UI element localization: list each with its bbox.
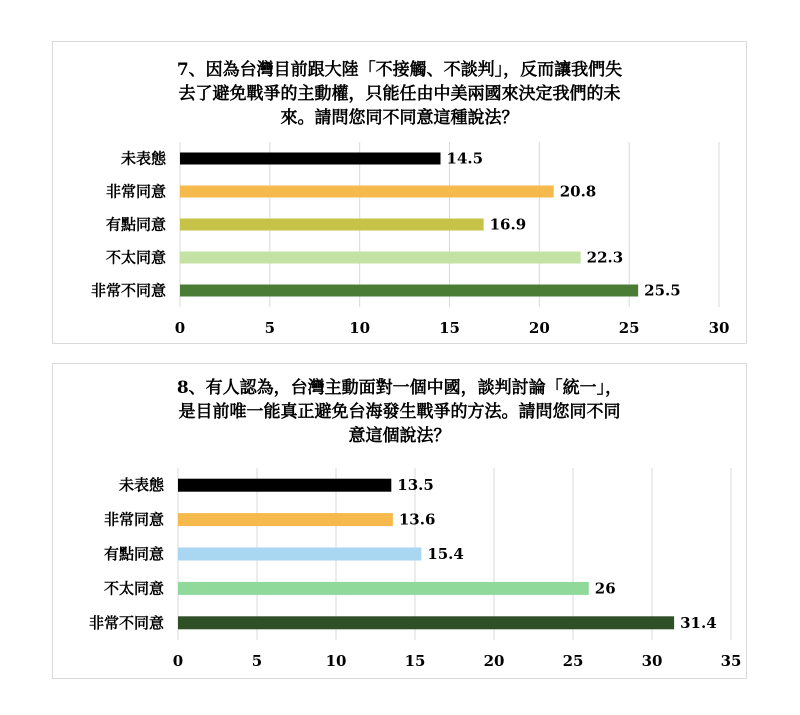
category-label: 未表態 [120, 149, 166, 168]
category-label: 非常不同意 [90, 281, 166, 300]
bar [180, 252, 581, 264]
bar [180, 219, 484, 231]
x-tick-label: 20 [483, 652, 505, 670]
bar-chart-q8 [53, 364, 748, 680]
data-label: 13.5 [397, 476, 434, 495]
x-tick-label: 10 [325, 652, 347, 670]
bar [178, 548, 421, 561]
bar-chart-q7 [53, 42, 748, 345]
category-label: 有點同意 [105, 215, 166, 234]
x-tick-label: 20 [528, 319, 550, 337]
data-label: 15.4 [427, 545, 464, 563]
chart-panel-q8 [52, 363, 747, 679]
bar [180, 285, 638, 297]
title-line: 來。請問您同不同意這種說法？ [280, 108, 519, 128]
x-tick-label: 35 [720, 652, 742, 670]
category-label: 未表態 [118, 476, 164, 495]
bar [180, 186, 554, 198]
data-label: 14.5 [446, 149, 484, 168]
x-tick-label: 15 [439, 319, 460, 337]
bar [178, 616, 674, 629]
bar [178, 582, 589, 595]
title-line: 是目前唯一能真正避免台海發生戰爭的方法。請問您同不同 [178, 402, 621, 422]
chart-panel-q7 [52, 41, 747, 344]
x-tick-label: 30 [708, 319, 730, 337]
title-line: 去了避免戰爭的主動權，只能任由中美兩國來決定我們的未 [178, 84, 621, 104]
x-tick-label: 0 [174, 319, 186, 337]
data-label: 26 [594, 579, 616, 598]
category-label: 有點同意 [103, 545, 164, 563]
data-label: 31.4 [680, 613, 717, 632]
data-label: 13.6 [398, 510, 436, 529]
category-label: 非常不同意 [88, 613, 164, 632]
category-label: 不太同意 [105, 248, 166, 267]
title-line: 8、有人認為，台灣主動面對一個中國，談判討論「統一」， [176, 378, 623, 398]
title-line: 7、因為台灣目前跟大陸「不接觸、不談判」，反而讓我們失 [176, 60, 623, 80]
data-label: 22.3 [586, 248, 624, 267]
x-tick-label: 5 [264, 319, 276, 337]
data-label: 20.8 [559, 182, 597, 201]
x-tick-label: 0 [172, 652, 184, 670]
category-label: 非常同意 [103, 510, 164, 529]
x-tick-label: 30 [641, 652, 663, 670]
bar [178, 479, 391, 492]
x-tick-label: 15 [404, 652, 426, 670]
bar [180, 153, 441, 165]
x-tick-label: 5 [251, 652, 263, 670]
bar [178, 513, 393, 526]
x-tick-label: 25 [562, 652, 584, 670]
category-label: 不太同意 [103, 579, 164, 598]
data-label: 25.5 [644, 281, 681, 300]
x-tick-label: 25 [618, 319, 640, 337]
data-label: 16.9 [489, 215, 527, 234]
x-tick-label: 10 [349, 319, 371, 337]
category-label: 非常同意 [105, 182, 166, 201]
title-line: 意這個說法？ [348, 426, 451, 446]
